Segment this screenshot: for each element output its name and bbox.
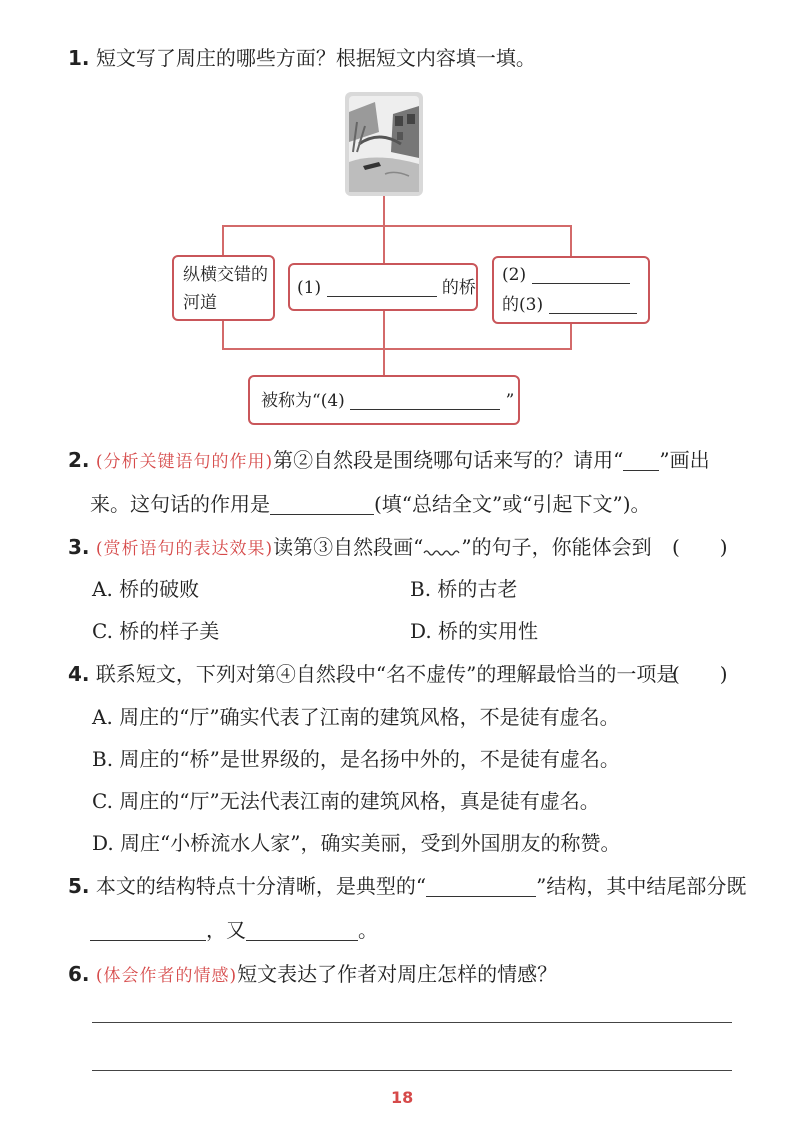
q4-option-c[interactable]: C. 周庄的“厅”无法代表江南的建筑风格，真是徒有虚名。: [92, 789, 600, 813]
q6-prompt: 6. (体会作者的情感)短文表达了作者对周庄怎样的情感？: [68, 962, 558, 986]
box-architecture: (2) 的(3): [492, 256, 650, 324]
q2-answer-blank[interactable]: [270, 494, 374, 515]
q4-answer-paren[interactable]: ( ): [672, 662, 728, 686]
q3-answer-paren[interactable]: ( ): [672, 535, 728, 559]
q2-line2: 来。这句话的作用是 (填“总结全文”或“引起下文”)。: [90, 492, 651, 516]
wavy-line-mark: [423, 537, 461, 565]
connector-hbar-bottom: [222, 348, 572, 350]
blank-2[interactable]: [532, 263, 630, 284]
q2-prompt: 2. (分析关键语句的作用)第②自然段是围绕哪句话来写的？请用“ ”画出: [68, 448, 710, 472]
connector-right-top: [570, 225, 572, 257]
q3-option-a[interactable]: A. 桥的破败: [92, 577, 200, 601]
q3-option-d[interactable]: D. 桥的实用性: [410, 619, 539, 643]
q3-option-c[interactable]: C. 桥的样子美: [92, 619, 220, 643]
q3-option-b[interactable]: B. 桥的古老: [410, 577, 518, 601]
connector-hbar-top: [222, 225, 572, 227]
q5-prompt: 5. 本文的结构特点十分清晰，是典型的“ ”结构，其中结尾部分既: [68, 874, 747, 898]
connector-right-bottom: [570, 322, 572, 350]
blank-1[interactable]: [327, 276, 437, 297]
answer-line-2[interactable]: [92, 1070, 732, 1071]
q4-option-d[interactable]: D. 周庄“小桥流水人家”，确实美丽，受到外国朋友的称赞。: [92, 831, 621, 855]
q5-blank-b[interactable]: [246, 920, 358, 941]
connector-center-bottom: [383, 310, 385, 376]
box-title: 被称为“(4) ”: [248, 375, 520, 425]
box-bridge: (1) 的桥: [288, 263, 478, 311]
blank-3[interactable]: [549, 293, 637, 314]
box-river: 纵横交错的 河道: [172, 255, 275, 321]
q4-option-b[interactable]: B. 周庄的“桥”是世界级的，是名扬中外的，不是徒有虚名。: [92, 747, 620, 771]
underline-mark: [623, 450, 659, 471]
q5-line2: ，又 。: [90, 916, 378, 944]
connector-top: [383, 196, 385, 226]
q1-prompt: 1. 短文写了周庄的哪些方面？根据短文内容填一填。: [68, 46, 536, 70]
zhouzhuang-picture: [345, 92, 423, 196]
answer-line-1[interactable]: [92, 1022, 732, 1023]
q5-structure-blank[interactable]: [426, 876, 536, 897]
q4-prompt: 4. 联系短文，下列对第④自然段中“名不虚传”的理解最恰当的一项是: [68, 662, 677, 686]
connector-left-top: [222, 225, 224, 257]
q4-option-a[interactable]: A. 周庄的“厅”确实代表了江南的建筑风格，不是徒有虚名。: [92, 705, 620, 729]
page-number: 18: [391, 1088, 414, 1107]
blank-4[interactable]: [350, 389, 500, 410]
q3-prompt: 3. (赏析语句的表达效果)读第③自然段画“ ”的句子，你能体会到: [68, 533, 652, 565]
connector-left-bottom: [222, 320, 224, 350]
q5-blank-a[interactable]: [90, 920, 206, 941]
connector-center-top: [383, 225, 385, 263]
